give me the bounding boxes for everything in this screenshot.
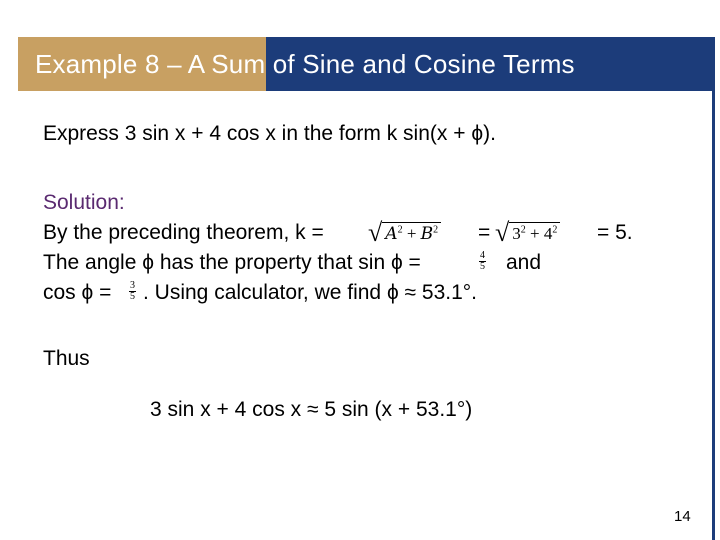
fraction-three-fifths: 3 5 bbox=[130, 280, 135, 302]
title-bar bbox=[18, 37, 715, 91]
solution-line-3-suffix: . Using calculator, we find ϕ ≈ 53.1°. bbox=[143, 281, 478, 304]
solution-line-1-suffix: = 5. bbox=[597, 221, 633, 244]
thus-label: Thus bbox=[43, 347, 90, 370]
solution-line-1-equals: = bbox=[478, 221, 491, 244]
slide-title: Example 8 – A Sum of Sine and Cosine Terms bbox=[35, 49, 575, 79]
problem-statement: Express 3 sin x + 4 cos x in the form k sin(x + ϕ). bbox=[43, 122, 496, 145]
sqrt-a2-b2: √ $A^2 + B^2$ bbox=[368, 216, 441, 246]
fraction-four-fifths: 4 5 bbox=[480, 250, 485, 272]
page-number: 14 bbox=[674, 508, 691, 525]
solution-line-1-prefix: By the preceding theorem, k = bbox=[43, 221, 324, 244]
solution-line-2-suffix: and bbox=[506, 251, 542, 274]
sqrt-32-42: √ $3^2 + 4^2$ bbox=[495, 216, 560, 246]
result-equation: 3 sin x + 4 cos x ≈ 5 sin (x + 53.1°) bbox=[150, 398, 473, 421]
right-border-rule bbox=[712, 91, 715, 540]
solution-line-2-prefix: The angle ϕ has the property that sin ϕ = bbox=[43, 251, 421, 274]
solution-line-3-prefix: cos ϕ = bbox=[43, 281, 112, 304]
solution-heading: Solution: bbox=[43, 191, 125, 214]
